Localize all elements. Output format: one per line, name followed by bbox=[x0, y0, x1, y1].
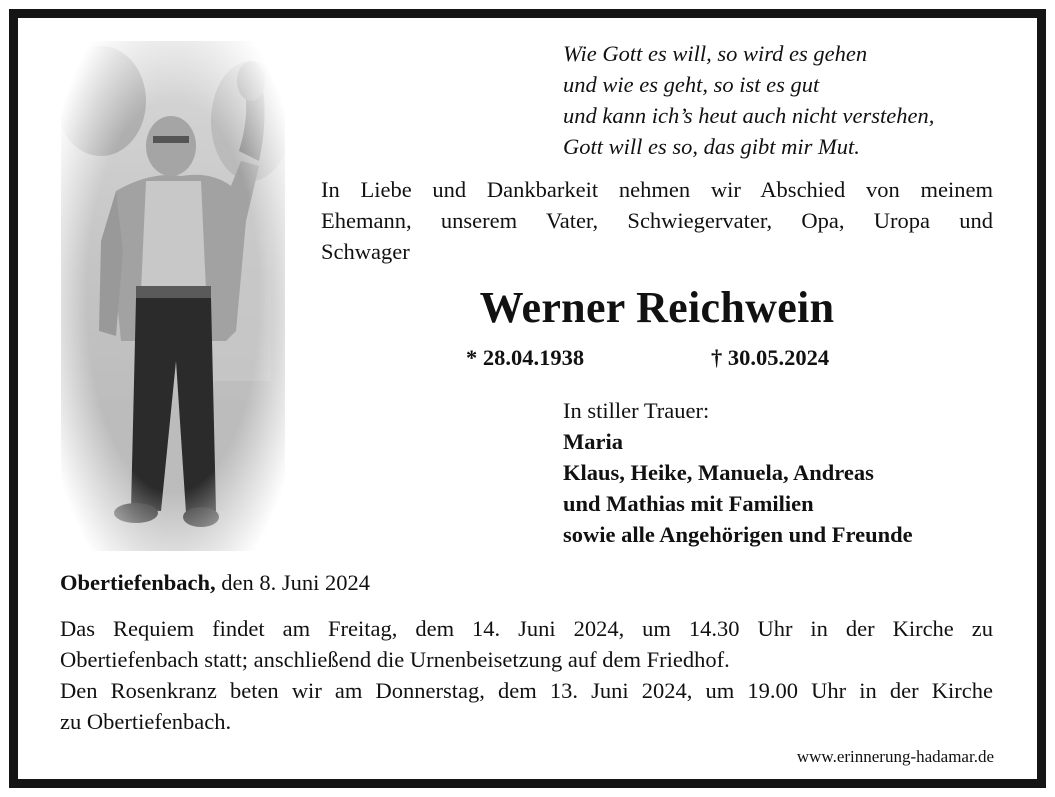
birth-date: * 28.04.1938 bbox=[466, 345, 585, 370]
mourner-line: Maria bbox=[563, 429, 623, 454]
poem-line: und wie es geht, so ist es gut bbox=[563, 72, 820, 97]
website-url: www.erinnerung-hadamar.de bbox=[796, 747, 994, 766]
mourners-block bbox=[563, 395, 913, 550]
death-date: † 30.05.2024 bbox=[711, 345, 830, 370]
mourner-line: und Mathias mit Familien bbox=[563, 491, 814, 516]
poem-line: und kann ich’s heut auch nicht verstehen, bbox=[563, 103, 935, 128]
intro-paragraph bbox=[321, 174, 993, 267]
poem bbox=[563, 38, 934, 162]
service-line: Das Requiem findet am Freitag, dem 14. Juni 2024, um 14.30 Uhr in der Kirche zu bbox=[60, 616, 993, 641]
deceased-name: Werner Reichwein bbox=[479, 283, 835, 332]
service-line: Obertiefenbach statt; anschließend die Urnenbeisetzung auf dem Friedhof. bbox=[60, 647, 730, 672]
mourner-line: Klaus, Heike, Manuela, Andreas bbox=[563, 460, 874, 485]
date: den 8. Juni 2024 bbox=[221, 570, 370, 595]
poem-line: Gott will es so, das gibt mir Mut. bbox=[563, 134, 860, 159]
service-line: Den Rosenkranz beten wir am Donnerstag, dem 13. Juni 2024, um 19.00 Uhr in der Kirche bbox=[60, 678, 993, 703]
intro-line: Schwager bbox=[321, 239, 410, 264]
portrait-photo bbox=[61, 41, 285, 551]
mourners-heading: In stiller Trauer: bbox=[563, 398, 710, 423]
service-info bbox=[60, 613, 993, 737]
place-date bbox=[60, 567, 370, 598]
mourner-line: sowie alle Angehörigen und Freunde bbox=[563, 522, 913, 547]
place: Obertiefenbach, bbox=[60, 570, 216, 595]
service-line: zu Obertiefenbach. bbox=[60, 709, 232, 734]
poem-line: Wie Gott es will, so wird es gehen bbox=[563, 41, 868, 66]
obituary-frame bbox=[9, 9, 1046, 788]
intro-line: In Liebe und Dankbarkeit nehmen wir Abschied von meinem bbox=[321, 177, 993, 202]
intro-line: Ehemann, unserem Vater, Schwiegervater, Opa, Uropa und bbox=[321, 208, 993, 233]
